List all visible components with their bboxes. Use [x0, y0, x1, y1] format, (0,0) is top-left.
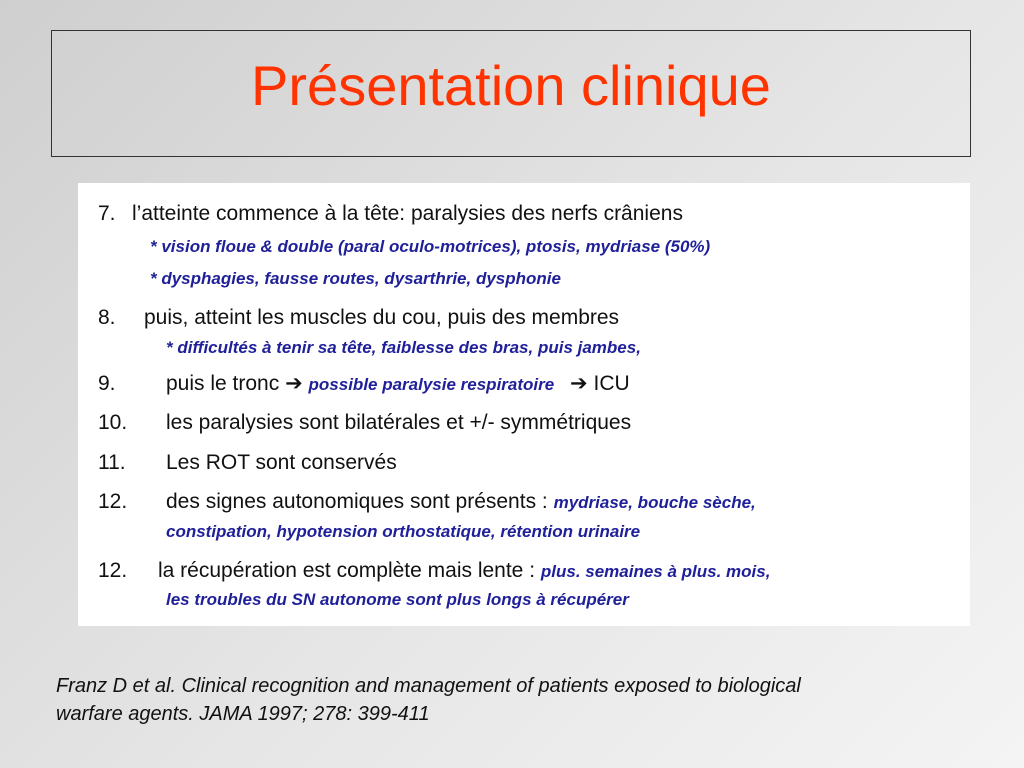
item-12a-number: 12.	[98, 490, 128, 513]
item-12a-row	[166, 491, 756, 512]
arrow-right-icon: ➔	[285, 372, 303, 395]
reference-citation	[56, 672, 1016, 728]
title-box	[51, 30, 971, 157]
item-8-text: puis, atteint les muscles du cou, puis des membres	[144, 306, 620, 329]
item-12b-blue: plus. semaines à plus. mois,	[540, 562, 771, 581]
item-12a-continuation: constipation, hypotension orthostatique, rétention urinaire	[166, 522, 641, 541]
item-8-number: 8.	[98, 306, 116, 329]
item-8-sub-1: * difficultés à tenir sa tête, faiblesse des bras, puis jambes,	[166, 338, 641, 357]
item-11-number: 11.	[98, 451, 126, 474]
item-12b-number: 12.	[98, 559, 128, 582]
item-12a-text: des signes autonomiques sont présents :	[166, 490, 548, 513]
item-9-blue: possible paralysie respiratoire	[308, 375, 555, 394]
reference-line-2: warfare agents. JAMA 1997; 278: 399-411	[56, 703, 430, 725]
item-7-sub-2: * dysphagies, fausse routes, dysarthrie, dysphonie	[150, 269, 561, 288]
arrow-right-icon: ➔	[570, 372, 588, 395]
item-9-number: 9.	[98, 372, 116, 395]
item-12b-continuation: les troubles du SN autonome sont plus longs à récupérer	[166, 590, 629, 609]
reference-line-1: Franz D et al. Clinical recognition and management of patients exposed to biological	[56, 675, 801, 697]
item-9-end: ICU	[593, 372, 630, 395]
item-7-text: l’atteinte commence à la tête: paralysies des nerfs crâniens	[132, 202, 683, 225]
item-9-row	[166, 373, 630, 394]
item-12a-blue: mydriase, bouche sèche,	[553, 493, 756, 512]
item-12b-text: la récupération est complète mais lente :	[158, 559, 536, 582]
item-7-number: 7.	[98, 202, 116, 225]
slide-title: Présentation clinique	[251, 54, 771, 117]
item-9-text: puis le tronc	[166, 372, 280, 395]
item-7-sub-1: * vision floue & double (paral oculo-motrices), ptosis, mydriase (50%)	[150, 237, 711, 256]
content-box	[78, 183, 970, 626]
item-10-text: les paralysies sont bilatérales et +/- symmétriques	[166, 411, 632, 434]
item-10-number: 10.	[98, 411, 128, 434]
item-11-text: Les ROT sont conservés	[166, 451, 397, 474]
item-12b-row	[158, 560, 770, 581]
